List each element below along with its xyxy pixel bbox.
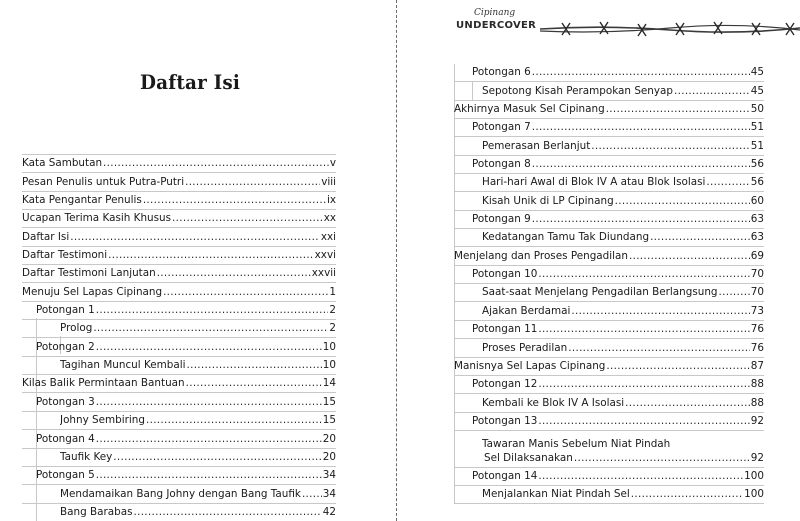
toc-leader	[70, 230, 320, 244]
toc-leader	[157, 266, 311, 280]
toc-leader	[606, 359, 749, 373]
toc-leader	[574, 451, 750, 465]
toc-entry-label: Bang Barabas	[60, 505, 133, 518]
toc-entry[interactable]	[454, 376, 764, 394]
toc-entry[interactable]	[454, 247, 764, 265]
toc-entry-label: Sepotong Kisah Perampokan Senyap	[482, 84, 674, 97]
toc-leader	[103, 156, 329, 170]
toc-entry-page: 20	[322, 450, 336, 463]
toc-leader	[606, 102, 750, 116]
toc-entry-label: Hari-hari Awal di Blok IV A atau Blok Isolasi	[482, 176, 706, 189]
toc-entry-label: Kedatangan Tamu Tak Diundang	[482, 231, 650, 244]
toc-entry-page: 10	[322, 340, 336, 353]
toc-entry-label: Potongan 3	[36, 395, 95, 408]
toc-entry[interactable]	[454, 229, 764, 247]
toc-entry-page: 51	[750, 139, 764, 152]
toc-entry[interactable]	[22, 210, 336, 228]
toc-leader	[96, 468, 322, 482]
toc-left	[22, 154, 336, 521]
toc-entry-page: 20	[322, 432, 336, 445]
toc-entry-label-line2: Sel Dilaksanakan	[484, 451, 573, 464]
toc-entry-page: 50	[750, 103, 764, 116]
toc-entry-page: 10	[322, 359, 336, 372]
toc-entry-label: Potongan 8	[472, 158, 531, 171]
toc-entry-page: 69	[750, 249, 764, 262]
toc-leader	[532, 120, 750, 134]
toc-entry-label: Potongan 10	[472, 268, 538, 281]
toc-entry[interactable]	[454, 119, 764, 137]
toc-entry-page: 56	[750, 158, 764, 171]
toc-entry-page: 63	[750, 213, 764, 226]
toc-entry-label: Manisnya Sel Lapas Cipinang	[454, 359, 606, 372]
toc-entry[interactable]	[454, 302, 764, 320]
toc-entry-page: viii	[321, 175, 336, 188]
toc-entry[interactable]	[454, 156, 764, 174]
toc-entry-label: Menuju Sel Lapas Cipinang	[22, 285, 163, 298]
toc-leader	[538, 322, 749, 336]
toc-entry-label: Tagihan Muncul Kembali	[60, 359, 186, 372]
toc-entry[interactable]	[22, 283, 336, 301]
toc-entry-label: Potongan 14	[472, 469, 538, 482]
toc-entry[interactable]	[22, 375, 336, 393]
toc-leader	[571, 304, 749, 318]
toc-entry-page: 14	[322, 377, 336, 390]
toc-entry-label: Potongan 5	[36, 469, 95, 482]
left-page	[0, 0, 392, 521]
toc-entry[interactable]	[454, 413, 764, 431]
toc-leader	[96, 303, 329, 317]
toc-leader	[532, 212, 750, 226]
toc-leader	[96, 432, 322, 446]
toc-entry[interactable]	[454, 468, 764, 486]
toc-entry[interactable]	[454, 431, 764, 468]
toc-entry[interactable]	[454, 101, 764, 119]
toc-leader	[185, 175, 320, 189]
toc-leader	[538, 469, 743, 483]
toc-entry-label-line1: Tawaran Manis Sebelum Niat Pindah	[482, 437, 671, 450]
toc-entry-label: Kilas Balik Permintaan Bantuan	[22, 377, 185, 390]
toc-entry[interactable]	[454, 174, 764, 192]
toc-entry[interactable]	[22, 485, 336, 503]
toc-entry-page: 45	[750, 84, 764, 97]
toc-entry[interactable]	[454, 211, 764, 229]
toc-leader	[134, 505, 322, 519]
toc-entry-label: Potongan 1	[36, 304, 95, 317]
toc-entry[interactable]	[22, 412, 336, 430]
toc-leader	[719, 285, 750, 299]
logo-script-text: Cipinang	[474, 8, 516, 18]
toc-entry-page: 92	[750, 414, 764, 427]
toc-entry-label: Pesan Penulis untuk Putra-Putri	[22, 175, 185, 188]
toc-entry-page: 76	[750, 341, 764, 354]
toc-leader	[93, 321, 328, 335]
toc-entry-page: xxvii	[311, 267, 336, 280]
toc-entry-page: 51	[750, 121, 764, 134]
toc-entry-page: 70	[750, 286, 764, 299]
toc-leader	[187, 358, 322, 372]
toc-entry-page: 92	[750, 451, 764, 464]
book-logo	[456, 8, 544, 38]
toc-entry[interactable]	[22, 393, 336, 411]
toc-leader	[631, 487, 743, 501]
toc-entry-label: Daftar Testimoni	[22, 249, 108, 262]
toc-entry[interactable]	[22, 247, 336, 265]
toc-entry[interactable]	[454, 82, 764, 100]
toc-leader	[591, 139, 749, 153]
toc-entry[interactable]	[22, 173, 336, 191]
toc-entry-label: Prolog	[60, 322, 93, 335]
toc-leader	[96, 395, 322, 409]
toc-entry[interactable]	[22, 265, 336, 283]
toc-entry-label: Saat-saat Menjelang Pengadilan Berlangsung	[482, 286, 718, 299]
toc-entry-page: 1	[329, 285, 336, 298]
toc-entry-label: Taufik Key	[60, 450, 113, 463]
right-page	[400, 0, 800, 521]
toc-entry-label: Akhirnya Masuk Sel Cipinang	[454, 103, 605, 116]
toc-entry-label: Potongan 7	[472, 121, 531, 134]
toc-entry[interactable]	[22, 154, 336, 173]
toc-entry[interactable]	[454, 64, 764, 82]
toc-entry-label: Potongan 13	[472, 414, 538, 427]
toc-entry-label: Kata Pengantar Penulis	[22, 194, 142, 207]
toc-leader	[650, 230, 750, 244]
toc-entry-label: Potongan 11	[472, 323, 538, 336]
toc-entry-page: 87	[750, 359, 764, 372]
toc-entry-page: ix	[326, 194, 336, 207]
toc-entry-label: Menjalankan Niat Pindah Sel	[482, 488, 630, 501]
toc-entry-page: 60	[750, 194, 764, 207]
toc-entry-label: Kembali ke Blok IV A Isolasi	[482, 396, 625, 409]
toc-entry[interactable]	[454, 321, 764, 339]
toc-entry-label: Menjelang dan Proses Pengadilan	[454, 249, 628, 262]
toc-entry[interactable]	[454, 137, 764, 155]
toc-entry-label: Ajakan Berdamai	[482, 304, 571, 317]
toc-entry-page: 45	[750, 66, 764, 79]
toc-leader	[96, 340, 322, 354]
toc-leader	[538, 267, 749, 281]
toc-leader	[615, 194, 750, 208]
toc-entry[interactable]	[22, 302, 336, 320]
toc-entry[interactable]	[454, 339, 764, 357]
toc-entry[interactable]	[454, 266, 764, 284]
toc-entry[interactable]	[22, 192, 336, 210]
toc-leader	[674, 84, 750, 98]
toc-entry-label: Pemerasan Berlanjut	[482, 139, 591, 152]
toc-leader	[538, 414, 749, 428]
toc-leader	[706, 175, 749, 189]
toc-entry-label: Daftar Isi	[22, 230, 70, 243]
toc-entry[interactable]	[22, 467, 336, 485]
toc-leader	[186, 376, 322, 390]
toc-entry-page: 100	[744, 488, 764, 501]
toc-entry-page: 76	[750, 323, 764, 336]
toc-entry-page: xxi	[320, 230, 336, 243]
toc-leader	[625, 396, 750, 410]
toc-entry-label: Ucapan Terima Kasih Khusus	[22, 212, 172, 225]
toc-leader	[538, 377, 749, 391]
toc-entry-label: Potongan 9	[472, 213, 531, 226]
toc-entry-page: 63	[750, 231, 764, 244]
logo-main-text: UNDERCOVER	[456, 20, 537, 31]
toc-entry-page: 2	[329, 322, 336, 335]
toc-entry-page: v	[329, 157, 336, 170]
toc-leader	[629, 249, 750, 263]
toc-entry-label: Potongan 6	[472, 66, 531, 79]
toc-leader	[143, 193, 326, 207]
toc-entry[interactable]	[22, 320, 336, 338]
barbed-wire-icon	[540, 18, 800, 40]
toc-entry-page: 15	[322, 414, 336, 427]
toc-entry[interactable]	[454, 284, 764, 302]
toc-entry-page: 73	[750, 304, 764, 317]
toc-entry[interactable]	[454, 192, 764, 210]
toc-entry-label: Johny Sembiring	[60, 414, 145, 427]
toc-leader	[172, 211, 323, 225]
toc-entry[interactable]	[454, 486, 764, 504]
toc-entry-page: 15	[322, 395, 336, 408]
toc-entry-page: 100	[744, 469, 764, 482]
toc-leader	[146, 413, 322, 427]
toc-entry-label: Potongan 2	[36, 340, 95, 353]
toc-leader	[108, 248, 313, 262]
toc-entry-page: 88	[750, 396, 764, 409]
toc-entry-label: Mendamaikan Bang Johny dengan Bang Taufik	[60, 487, 301, 500]
toc-entry-label: Potongan 12	[472, 378, 538, 391]
toc-entry[interactable]	[22, 504, 336, 521]
toc-entry-label: Kisah Unik di LP Cipinang	[482, 194, 614, 207]
page-divider	[396, 0, 397, 521]
toc-entry-page: 42	[322, 505, 336, 518]
toc-leader	[568, 341, 750, 355]
toc-entry-page: 34	[322, 469, 336, 482]
toc-entry-page: xxvi	[314, 249, 336, 262]
toc-entry-label: Kata Sambutan	[22, 157, 103, 170]
toc-leader	[113, 450, 321, 464]
toc-entry[interactable]	[22, 449, 336, 467]
page-title: Daftar Isi	[140, 70, 241, 94]
toc-entry[interactable]	[22, 430, 336, 448]
toc-right	[454, 64, 764, 504]
toc-entry[interactable]	[22, 338, 336, 356]
toc-entry-label: Daftar Testimoni Lanjutan	[22, 267, 156, 280]
toc-entry-page: xx	[323, 212, 336, 225]
toc-entry-label: Potongan 4	[36, 432, 95, 445]
toc-entry[interactable]	[454, 358, 764, 376]
toc-leader	[163, 285, 328, 299]
toc-entry-page: 88	[750, 378, 764, 391]
toc-leader	[532, 157, 750, 171]
toc-entry-page: 34	[322, 487, 336, 500]
toc-entry-page: 2	[329, 304, 336, 317]
toc-entry-page: 56	[750, 176, 764, 189]
toc-leader	[532, 65, 750, 79]
toc-leader	[302, 487, 322, 501]
toc-entry[interactable]	[454, 394, 764, 412]
toc-entry[interactable]	[22, 228, 336, 246]
toc-entry[interactable]	[22, 357, 336, 375]
toc-entry-label: Proses Peradilan	[482, 341, 568, 354]
toc-entry-page: 70	[750, 268, 764, 281]
